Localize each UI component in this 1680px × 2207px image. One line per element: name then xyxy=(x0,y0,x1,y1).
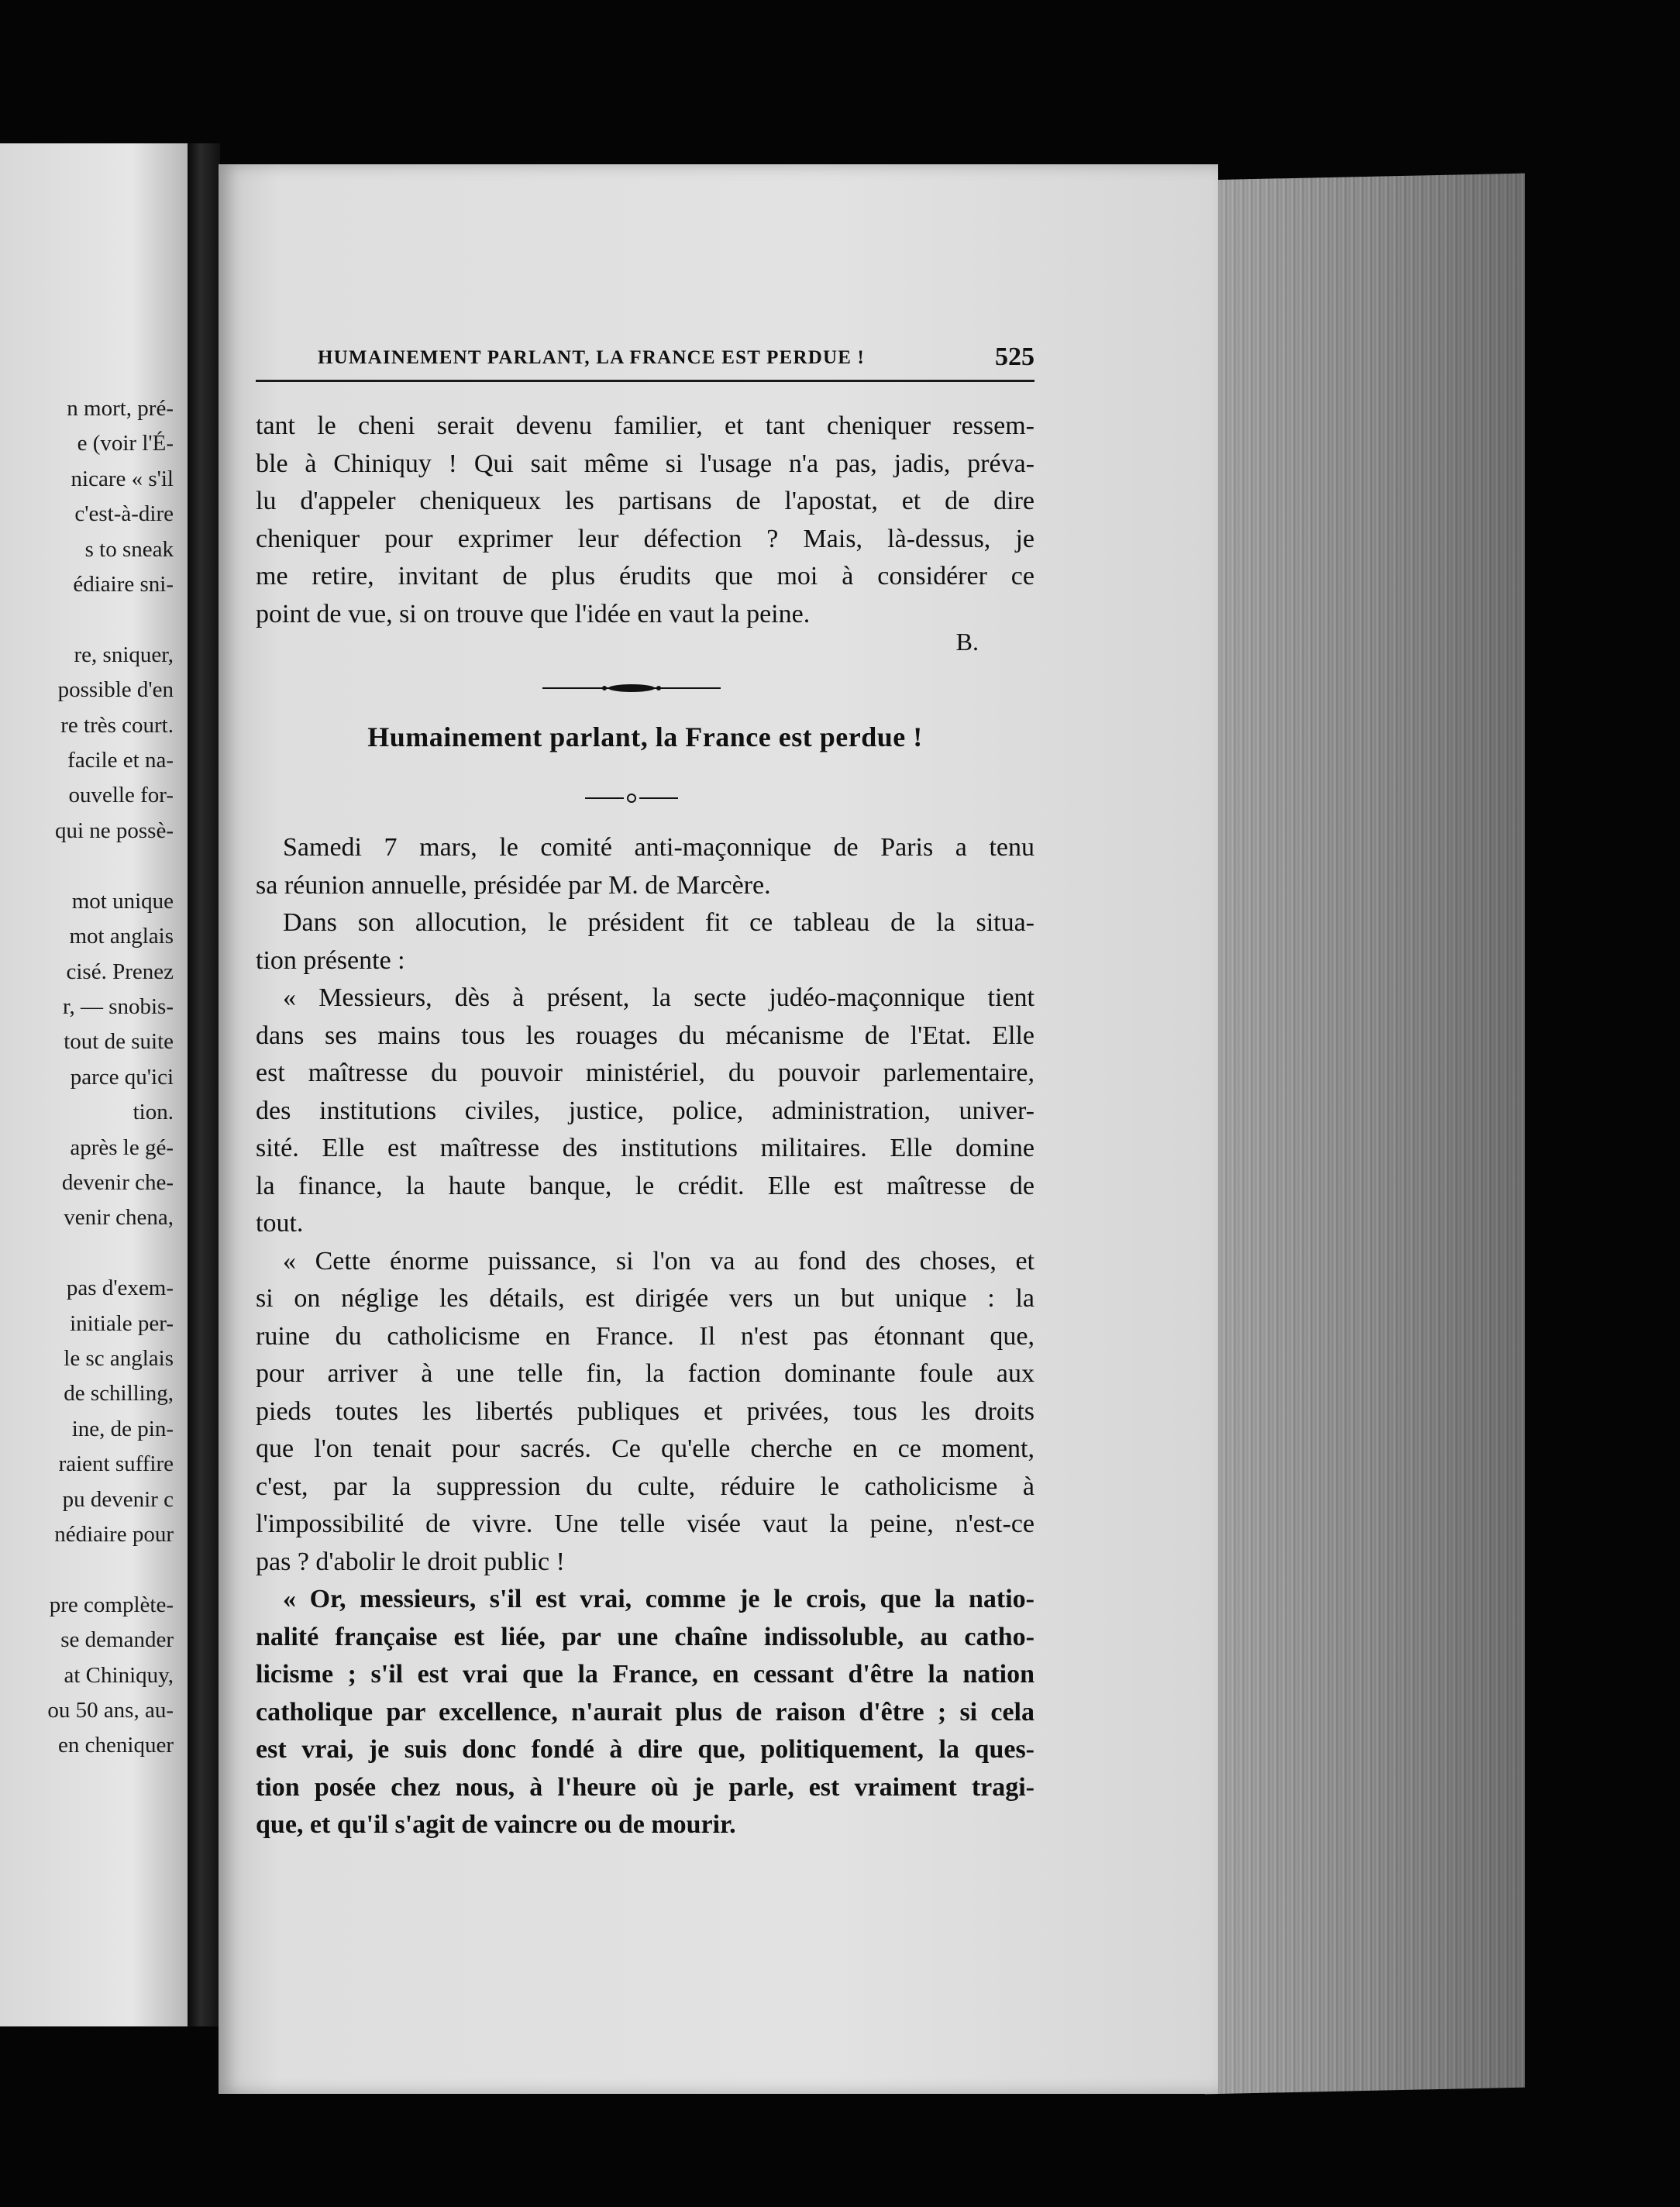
left-page-line: pre complète- xyxy=(49,1592,174,1617)
left-page-line: ou 50 ans, au- xyxy=(47,1698,174,1723)
article-body xyxy=(256,829,1035,1844)
ornament-divider xyxy=(542,682,721,694)
book-gutter xyxy=(188,143,220,2026)
page-number: 525 xyxy=(995,343,1035,371)
text-line: dans ses mains tous les rouages du mécanisme de l'Etat. Elle xyxy=(256,1021,1035,1050)
text-line: des institutions civiles, justice, police, administration, univer- xyxy=(256,1096,1035,1125)
left-page-line: c'est-à-dire xyxy=(74,501,174,527)
left-page-line: de schilling, xyxy=(64,1381,174,1406)
text-line: « Or, messieurs, s'il est vrai, comme je le crois, que la natio- xyxy=(283,1585,1035,1613)
text-line: point de vue, si on trouve que l'idée en vaut la peine. xyxy=(256,599,811,628)
left-page-line: initiale per- xyxy=(70,1310,174,1336)
left-page-line: ine, de pin- xyxy=(71,1416,174,1441)
text-line: pour arriver à une telle fin, la faction dominante foule aux xyxy=(256,1359,1035,1388)
text-line: tion présente : xyxy=(256,945,405,975)
left-facing-page xyxy=(0,143,188,2026)
left-page-line: cisé. Prenez xyxy=(66,959,174,984)
left-page-line: nédiaire pour xyxy=(54,1522,174,1547)
text-line: tout. xyxy=(256,1209,304,1238)
left-page-text xyxy=(0,391,174,1764)
left-page-line: le sc anglais xyxy=(64,1345,174,1371)
left-page-line: at Chiniquy, xyxy=(64,1662,174,1688)
left-page-line: tout de suite xyxy=(64,1029,174,1055)
left-page-line: possible d'en xyxy=(57,677,174,703)
left-page-line: n mort, pré- xyxy=(67,396,174,421)
left-page-line xyxy=(0,849,174,883)
text-line: sa réunion annuelle, présidée par M. de Marcère. xyxy=(256,870,771,900)
text-line: me retire, invitant de plus érudits que moi à considérer ce xyxy=(256,562,1035,590)
left-page-line: édiaire sni- xyxy=(73,572,174,597)
left-page-line: mot anglais xyxy=(69,924,174,949)
left-page-line: pu devenir c xyxy=(62,1486,174,1512)
left-page-line: venir chena, xyxy=(64,1205,174,1231)
text-line: la finance, la haute banque, le crédit. Elle est maîtresse de xyxy=(256,1171,1035,1200)
left-page-line: parce qu'ici xyxy=(70,1064,174,1090)
left-page-line: r, — snobis- xyxy=(62,993,174,1019)
left-page-line: raient suffire xyxy=(58,1451,174,1477)
left-page-line: devenir che- xyxy=(61,1169,174,1195)
text-line: c'est, par la suppression du culte, réduire le catholicisme à xyxy=(256,1472,1035,1501)
left-page-line: re, sniquer, xyxy=(74,642,174,667)
left-page-line: tion. xyxy=(133,1100,174,1125)
left-page-line: s to sneak xyxy=(84,536,174,562)
left-page-line: e (voir l'É- xyxy=(77,431,174,456)
text-line: cheniquer pour exprimer leur défection ? Mais, là-dessus, je xyxy=(256,524,1035,553)
text-line: « Cette énorme puissance, si l'on va au fond des choses, et xyxy=(283,1246,1035,1276)
text-line: catholique par excellence, n'aurait plus de raison d'être ; si cela xyxy=(256,1697,1035,1727)
left-page-line: après le gé- xyxy=(70,1134,174,1160)
text-line: Samedi 7 mars, le comité anti-maçonnique de Paris a tenu xyxy=(283,833,1035,862)
text-line: que, et qu'il s'agit de vaincre ou de mourir. xyxy=(256,1810,736,1839)
left-page-line: ouvelle for- xyxy=(68,783,174,808)
text-line: nalité française est liée, par une chaîne indissoluble, au catho- xyxy=(256,1622,1035,1651)
text-line: que l'on tenait pour sacrés. Ce qu'elle cherche en ce moment, xyxy=(256,1434,1035,1463)
left-page-line: re très court. xyxy=(60,712,174,738)
text-line: l'impossibilité de vivre. Une telle visée vaut la peine, n'est-ce xyxy=(256,1510,1035,1538)
text-line: est maîtresse du pouvoir ministériel, du pouvoir parlementaire, xyxy=(256,1059,1035,1087)
text-line: lu d'appeler cheniqueux les partisans de l'apostat, et de dire xyxy=(256,487,1035,515)
left-page-line: mot unique xyxy=(71,888,174,914)
text-line: sité. Elle est maîtresse des institutions militaires. Elle domine xyxy=(256,1134,1035,1162)
left-page-line: nicare « s'il xyxy=(71,466,174,491)
left-page-line xyxy=(0,1236,174,1271)
left-page-line: qui ne possè- xyxy=(54,818,174,843)
article-heading: Humainement parlant, la France est perdue ! xyxy=(367,721,923,752)
left-page-line: se demander xyxy=(60,1627,174,1653)
text-line: ble à Chiniquy ! Qui sait même si l'usage n'a pas, jadis, préva- xyxy=(256,449,1035,478)
left-page-line xyxy=(0,602,174,637)
text-line: « Messieurs, dès à présent, la secte judéo-maçonnique tient xyxy=(283,983,1035,1012)
left-page-line: en cheniquer xyxy=(58,1733,174,1758)
text-line: si on néglige les détails, est dirigée vers un but unique : la xyxy=(256,1284,1035,1313)
text-line: licisme ; s'il est vrai que la France, en cessant d'être la nation xyxy=(256,1660,1035,1689)
small-divider xyxy=(585,790,678,806)
text-line: tion posée chez nous, à l'heure où je parle, est vraiment tragi- xyxy=(256,1772,1035,1802)
paragraph-continued xyxy=(256,408,1035,633)
left-page-line: pas d'exem- xyxy=(66,1276,174,1301)
text-line: Dans son allocution, le président fit ce tableau de la situa- xyxy=(283,908,1035,937)
left-page-line xyxy=(0,1552,174,1587)
left-page-line: facile et na- xyxy=(67,748,174,773)
text-line: pieds toutes les libertés publiques et privées, tous les droits xyxy=(256,1396,1035,1426)
running-head-title: HUMAINEMENT PARLANT, LA FRANCE EST PERDUE ! xyxy=(318,347,866,368)
running-head xyxy=(256,333,1035,382)
text-line: ruine du catholicisme en France. Il n'est pas étonnant que, xyxy=(256,1321,1035,1351)
text-line: pas ? d'abolir le droit public ! xyxy=(256,1547,565,1576)
signature: B. xyxy=(955,628,979,656)
text-line: tant le cheni serait devenu familier, et tant cheniquer ressem- xyxy=(256,411,1035,440)
text-line: est vrai, je suis donc fondé à dire que, politiquement, la ques- xyxy=(256,1735,1035,1764)
